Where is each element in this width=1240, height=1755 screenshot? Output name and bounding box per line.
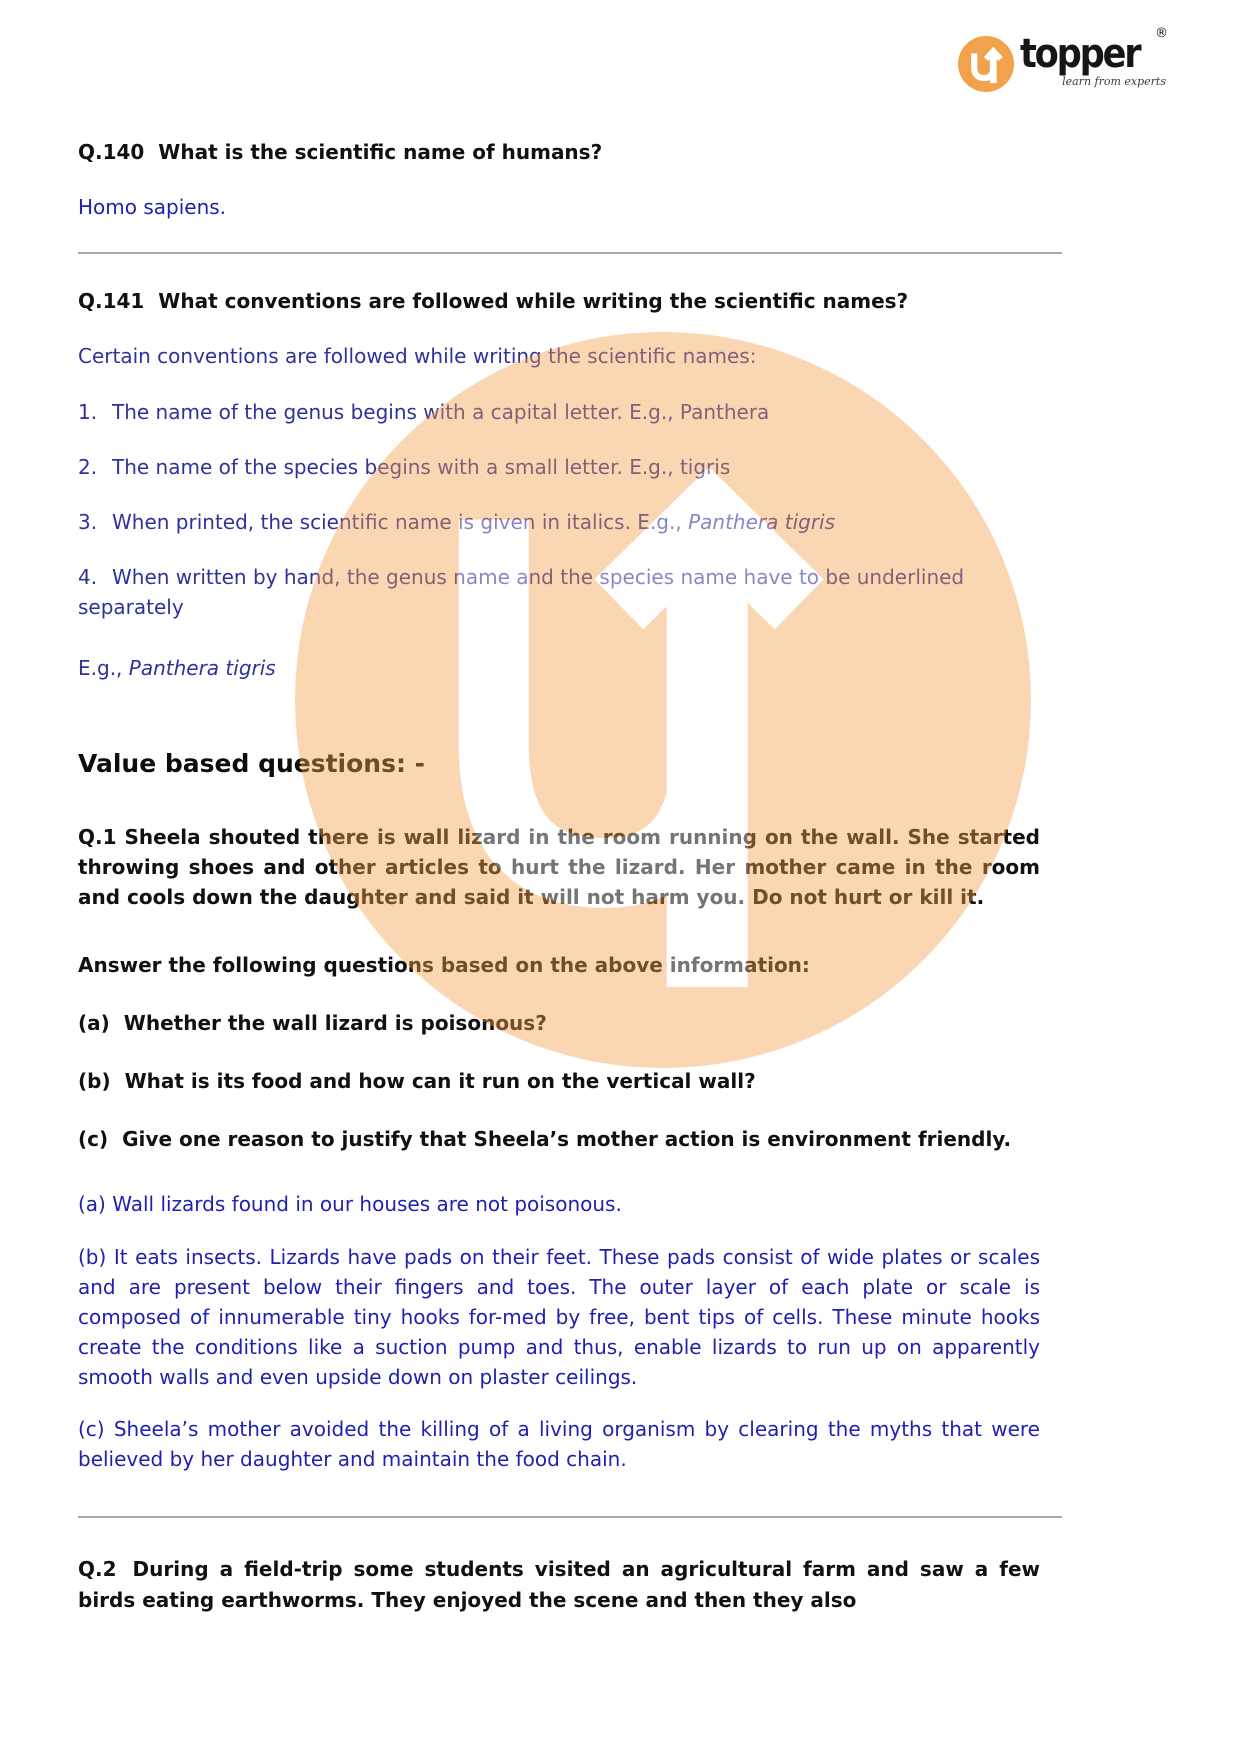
brand-name: topper	[1020, 31, 1140, 77]
utopper-logo-icon	[958, 36, 1014, 92]
convention-item-4	[78, 562, 1040, 622]
answer-c: (c) Sheela’s mother avoided the killing of a living organism by clearing the myths that were believed by her daughter and maintain the food chain.	[78, 1417, 1040, 1471]
subquestion-text: Give one reason to justify that Sheela’s mother action is environment friendly.	[122, 1127, 1012, 1151]
item-text: When printed, the scientific name is given in italics. E.g.,	[112, 510, 689, 534]
divider	[78, 1516, 1062, 1518]
item-number: 2.	[78, 455, 98, 479]
subquestion-number: (b)	[78, 1069, 111, 1093]
answer-b: (b) It eats insects. Lizards have pads on their feet. These pads consist of wide plates or scales and are present below their fingers and toes. The outer layer of each plate or scale is composed of innumerable tiny hooks for-med by free, bent tips of cells. These minute hooks create the conditions like a suction pump and thus, enable lizards to run up on apparently smooth walls and even upside down on plaster ceilings.	[78, 1245, 1040, 1389]
utopper-logo	[958, 26, 1168, 92]
item-text: The name of the genus begins with a capital letter. E.g., Panthera	[112, 400, 770, 424]
subquestion-text: Whether the wall lizard is poisonous?	[123, 1011, 547, 1035]
q2-number: Q.2	[78, 1557, 117, 1581]
item-number: 4.	[78, 565, 98, 589]
q2-body: During a field-trip some students visited an agricultural farm and saw a few birds eating earthworms. They enjoyed the scene and then they also	[78, 1557, 1040, 1612]
item-number: 3.	[78, 510, 98, 534]
item-number: 1.	[78, 400, 98, 424]
subquestion-a	[78, 1008, 1040, 1038]
convention-item-1	[78, 397, 1040, 427]
example-species: Panthera tigris	[128, 656, 276, 680]
question-141-title: Q.141 What conventions are followed while writing the scientific names?	[78, 289, 909, 313]
subquestion-number: (a)	[78, 1011, 110, 1035]
subquestion-b	[78, 1066, 1040, 1096]
divider	[78, 252, 1062, 254]
item-italic: Panthera tigris	[688, 510, 836, 534]
value-based-heading: Value based questions: -	[78, 749, 426, 778]
q1-text: Q.1 Sheela shouted there is wall lizard in the room running on the wall. She started throwing shoes and other articles to hurt the lizard. Her mother came in the room and cools down the daughter and said it will not harm you. Do not hurt or kill it.	[78, 825, 1040, 909]
subquestion-number: (c)	[78, 1127, 109, 1151]
registered-trademark: ®	[1155, 26, 1168, 41]
conventions-intro: Certain conventions are followed while writing the scientific names:	[78, 344, 757, 368]
answer-a: (a) Wall lizards found in our houses are not poisonous.	[78, 1192, 622, 1216]
convention-item-2	[78, 452, 1040, 482]
answer-intro: Answer the following questions based on the above information:	[78, 953, 810, 977]
subquestion-c	[78, 1124, 1040, 1154]
item-text: When written by hand, the genus name and the species name have to be underlined separately	[78, 565, 965, 619]
question-140-title: Q.140 What is the scientific name of humans?	[78, 140, 603, 164]
convention-item-3	[78, 507, 1040, 537]
example-prefix: E.g.,	[78, 656, 129, 680]
brand-tagline: learn from experts	[1062, 75, 1166, 88]
subquestion-text: What is its food and how can it run on the vertical wall?	[124, 1069, 756, 1093]
answer-140: Homo sapiens.	[78, 195, 227, 219]
item-text: The name of the species begins with a small letter. E.g., tigris	[112, 455, 731, 479]
example-line	[78, 654, 1040, 682]
q2-text	[78, 1554, 1040, 1616]
